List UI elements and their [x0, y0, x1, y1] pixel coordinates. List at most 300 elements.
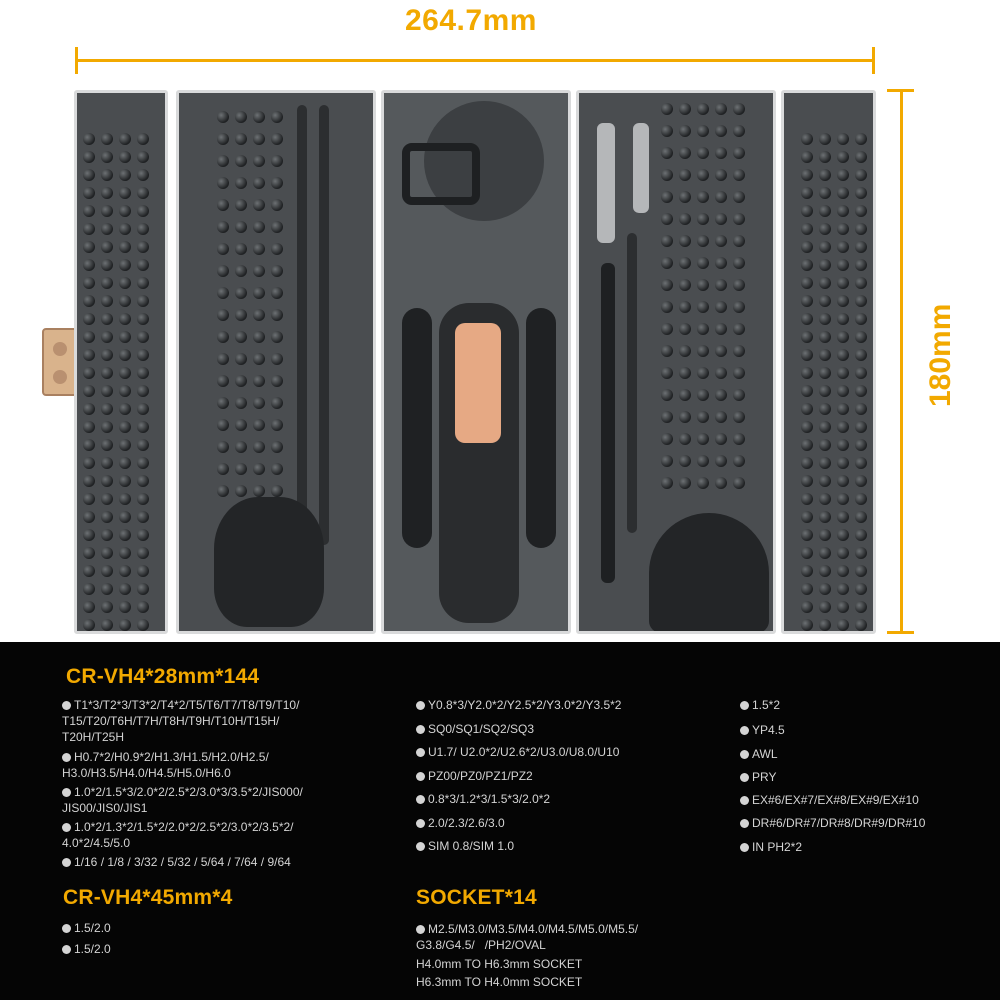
extension-rod — [297, 105, 307, 525]
bit-icon — [217, 331, 229, 343]
bit-icon — [733, 301, 745, 313]
bit-icon — [801, 277, 813, 289]
bit-icon — [733, 125, 745, 137]
y-point-icon — [740, 726, 749, 735]
bit-icon — [819, 403, 831, 415]
bit-icon — [101, 259, 113, 271]
bit-icon — [801, 331, 813, 343]
bit-icon — [855, 601, 867, 613]
bit-icon — [101, 547, 113, 559]
bit-icon — [855, 565, 867, 577]
bit-icon — [235, 155, 247, 167]
bit-icon — [801, 565, 813, 577]
bit-icon — [819, 511, 831, 523]
bit-icon — [715, 477, 727, 489]
bit-icon — [819, 619, 831, 631]
bit-icon — [119, 259, 131, 271]
bit-icon — [855, 133, 867, 145]
bit-icon — [733, 433, 745, 445]
bit-icon — [679, 279, 691, 291]
bit-icon — [733, 411, 745, 423]
spec-text: 1.5/2.0 — [74, 942, 111, 956]
bit-icon — [83, 475, 95, 487]
bit-icon — [235, 199, 247, 211]
bit-icon — [101, 367, 113, 379]
bit-icon — [801, 457, 813, 469]
bit-icon — [819, 133, 831, 145]
suction-cup-frame — [402, 143, 480, 205]
bit-icon — [801, 241, 813, 253]
bit-icon — [855, 223, 867, 235]
bit-icon — [271, 309, 283, 321]
bit-icon — [271, 375, 283, 387]
long-bits-title: CR-VH4*45mm*4 — [63, 886, 233, 909]
bit-icon — [819, 349, 831, 361]
square-icon — [416, 725, 425, 734]
bit-icon — [119, 367, 131, 379]
bit-grid — [801, 133, 867, 634]
bit-icon — [661, 367, 673, 379]
spec-text: 1.0*2/1.5*3/2.0*2/2.5*2/3.0*3/3.5*2/JIS000/ JIS00/JIS0/JIS1 — [62, 785, 303, 815]
bit-icon — [819, 295, 831, 307]
bit-icon — [855, 439, 867, 451]
bit-icon — [733, 213, 745, 225]
bit-icon — [235, 353, 247, 365]
bit-icon — [697, 169, 709, 181]
bit-icon — [119, 439, 131, 451]
bit-icon — [837, 259, 849, 271]
bit-icon — [855, 277, 867, 289]
bit-icon — [271, 155, 283, 167]
bit-icon — [217, 463, 229, 475]
bit-icon — [271, 133, 283, 145]
spec-text: PRY — [752, 770, 777, 784]
bit-icon — [271, 265, 283, 277]
bit-icon — [801, 223, 813, 235]
bit-icon — [119, 565, 131, 577]
bit-icon — [837, 565, 849, 577]
bit-icon — [271, 221, 283, 233]
bit-icon — [137, 241, 149, 253]
bit-icon — [679, 477, 691, 489]
bit-icon — [801, 511, 813, 523]
bit-icon — [855, 457, 867, 469]
bit-icon — [855, 205, 867, 217]
bit-icon — [679, 367, 691, 379]
spec-list — [0, 642, 1000, 1000]
bit-icon — [819, 565, 831, 577]
bit-icon — [837, 421, 849, 433]
bit-icon — [855, 259, 867, 271]
bit-icon — [819, 169, 831, 181]
bit-icon — [101, 619, 113, 631]
bit-icon — [855, 313, 867, 325]
bit-icon — [819, 457, 831, 469]
bit-icon — [855, 493, 867, 505]
bit-icon — [733, 389, 745, 401]
bit-icon — [101, 385, 113, 397]
spec-text: SIM 0.8/SIM 1.0 — [428, 839, 515, 853]
bit-icon — [801, 547, 813, 559]
spec-item — [62, 941, 111, 957]
bit-icon — [837, 277, 849, 289]
bit-icon — [217, 199, 229, 211]
bit-icon — [271, 485, 283, 497]
bit-icon — [253, 353, 265, 365]
socket-title: SOCKET*14 — [416, 886, 537, 909]
bit-icon — [855, 547, 867, 559]
bit-icon — [137, 349, 149, 361]
bit-icon — [83, 169, 95, 181]
spec-item — [62, 697, 299, 745]
bit-icon — [837, 169, 849, 181]
bit-icon — [819, 421, 831, 433]
bit-icon — [235, 419, 247, 431]
bit-icon — [137, 403, 149, 415]
bit-icon — [235, 287, 247, 299]
spec-item — [62, 784, 303, 816]
bit-icon — [697, 125, 709, 137]
bit-panel-left — [74, 90, 168, 634]
bit-icon — [697, 213, 709, 225]
bit-icon — [101, 205, 113, 217]
bit-icon — [661, 279, 673, 291]
bit-icon — [253, 287, 265, 299]
bit-icon — [119, 529, 131, 541]
bit-icon — [801, 367, 813, 379]
bit-icon — [101, 169, 113, 181]
bit-icon — [235, 111, 247, 123]
bit-icon — [101, 151, 113, 163]
bit-icon — [679, 169, 691, 181]
bit-icon — [119, 133, 131, 145]
bit-icon — [101, 277, 113, 289]
bit-icon — [733, 323, 745, 335]
bit-icon — [137, 295, 149, 307]
bit-icon — [253, 463, 265, 475]
bit-icon — [819, 259, 831, 271]
spec-text: DR#6/DR#7/DR#8/DR#9/DR#10 — [752, 816, 926, 830]
bit-icon — [837, 619, 849, 631]
bit-icon — [101, 421, 113, 433]
bit-icon — [253, 397, 265, 409]
bit-icon — [119, 331, 131, 343]
bit-icon — [679, 191, 691, 203]
bit-icon — [679, 103, 691, 115]
bit-icon — [217, 243, 229, 255]
bit-icon — [271, 199, 283, 211]
bit-icon — [119, 619, 131, 631]
bit-icon — [235, 221, 247, 233]
bit-icon — [271, 287, 283, 299]
bit-panel-center-left — [176, 90, 376, 634]
bit-icon — [679, 455, 691, 467]
bit-icon — [715, 213, 727, 225]
torx-icon — [62, 701, 71, 710]
bit-icon — [837, 583, 849, 595]
bit-icon — [819, 475, 831, 487]
bit-icon — [253, 375, 265, 387]
bit-icon — [119, 187, 131, 199]
bit-icon — [733, 367, 745, 379]
spec-text: 1.5/2.0 — [74, 921, 111, 935]
bit-icon — [137, 457, 149, 469]
bit-icon — [697, 411, 709, 423]
bit-icon — [661, 213, 673, 225]
bit-icon — [837, 547, 849, 559]
spec-text: YP4.5 — [752, 723, 785, 737]
bit-icon — [119, 349, 131, 361]
bit-icon — [137, 511, 149, 523]
bit-icon — [855, 619, 867, 631]
bit-icon — [217, 177, 229, 189]
bit-icon — [715, 455, 727, 467]
height-dimension-tick-bottom — [887, 631, 914, 634]
bit-icon — [855, 151, 867, 163]
driver-wing-right — [526, 308, 556, 548]
bit-icon — [83, 349, 95, 361]
bit-icon — [253, 485, 265, 497]
bit-icon — [661, 345, 673, 357]
bit-icon — [119, 205, 131, 217]
spec-item — [62, 920, 111, 936]
bit-icon — [679, 213, 691, 225]
bit-icon — [661, 257, 673, 269]
bit-icon — [801, 475, 813, 487]
bit-icon — [801, 205, 813, 217]
bit-icon — [119, 421, 131, 433]
bit-icon — [101, 475, 113, 487]
spec-text: AWL — [752, 747, 778, 761]
bit-icon — [101, 295, 113, 307]
bit-icon — [733, 345, 745, 357]
bit-icon — [715, 433, 727, 445]
bit-icon — [119, 457, 131, 469]
bit-icon — [253, 309, 265, 321]
dr-icon — [740, 819, 749, 828]
bit-icon — [679, 257, 691, 269]
height-dimension-line — [900, 90, 903, 633]
bit-icon — [819, 493, 831, 505]
bit-icon — [217, 133, 229, 145]
bit-icon — [119, 403, 131, 415]
bit-icon — [679, 301, 691, 313]
spec-item — [740, 722, 785, 738]
bit-icon — [697, 367, 709, 379]
bit-icon — [837, 313, 849, 325]
bit-icon — [837, 151, 849, 163]
bit-icon — [837, 205, 849, 217]
bit-icon — [819, 241, 831, 253]
u-type-icon — [416, 748, 425, 757]
bit-icon — [137, 169, 149, 181]
bit-icon — [819, 313, 831, 325]
bit-icon — [715, 323, 727, 335]
bit-icon — [679, 433, 691, 445]
bit-icon — [837, 331, 849, 343]
bit-icon — [801, 529, 813, 541]
slotted-icon — [62, 823, 71, 832]
bit-icon — [661, 411, 673, 423]
bit-icon — [801, 349, 813, 361]
bit-icon — [83, 583, 95, 595]
bit-icon — [119, 583, 131, 595]
bit-icon — [235, 463, 247, 475]
bit-icon — [733, 103, 745, 115]
spec-text: 1.0*2/1.3*2/1.5*2/2.0*2/2.5*2/3.0*2/3.5*2/ 4.0*2/4.5/5.0 — [62, 820, 294, 850]
bit-icon — [253, 243, 265, 255]
bit-icon — [235, 243, 247, 255]
bit-icon — [137, 277, 149, 289]
bit-icon — [83, 241, 95, 253]
bit-icon — [819, 205, 831, 217]
bit-icon — [837, 439, 849, 451]
bit-icon — [101, 439, 113, 451]
bit-icon — [83, 223, 95, 235]
bit-icon — [697, 323, 709, 335]
bit-icon — [83, 331, 95, 343]
spec-text: PZ00/PZ0/PZ1/PZ2 — [428, 769, 533, 783]
bit-icon — [837, 241, 849, 253]
bit-icon — [837, 457, 849, 469]
height-dimension-label: 180mm — [924, 303, 957, 407]
bit-icon — [715, 279, 727, 291]
bit-icon — [855, 331, 867, 343]
spec-item — [740, 815, 925, 831]
bit-icon — [697, 389, 709, 401]
bit-icon — [235, 265, 247, 277]
bit-icon — [715, 147, 727, 159]
bit-icon — [119, 223, 131, 235]
bit-icon — [217, 265, 229, 277]
bit-icon — [253, 419, 265, 431]
bit-icon — [101, 493, 113, 505]
ex-icon — [740, 796, 749, 805]
bit-icon — [271, 331, 283, 343]
bit-icon — [83, 529, 95, 541]
extension-rod — [319, 105, 329, 545]
bit-icon — [661, 103, 673, 115]
spec-text: 2.0/2.3/2.6/3.0 — [428, 816, 505, 830]
bit-icon — [83, 259, 95, 271]
bit-icon — [83, 151, 95, 163]
bit-icon — [733, 147, 745, 159]
bit-icon — [271, 441, 283, 453]
bit-icon — [137, 601, 149, 613]
bit-icon — [119, 151, 131, 163]
bit-icon — [137, 421, 149, 433]
bit-icon — [119, 277, 131, 289]
bit-icon — [819, 277, 831, 289]
bit-icon — [715, 389, 727, 401]
bit-icon — [253, 199, 265, 211]
bit-icon — [837, 367, 849, 379]
bit-icon — [801, 295, 813, 307]
bit-icon — [733, 455, 745, 467]
bit-icon — [101, 241, 113, 253]
bit-icon — [217, 397, 229, 409]
bit-icon — [661, 191, 673, 203]
spec-item — [416, 697, 621, 713]
bit-icon — [271, 397, 283, 409]
bit-icon — [679, 389, 691, 401]
bit-icon — [83, 133, 95, 145]
spec-text: T1*3/T2*3/T3*2/T4*2/T5/T6/T7/T8/T9/T10/ T15/T20/T6H/T7H/T8H/T9H/T10H/T15H/ T20H/T25H — [62, 698, 300, 744]
spec-item — [740, 839, 802, 855]
socket-icon — [416, 925, 425, 934]
bit-icon — [819, 331, 831, 343]
spec-item — [62, 819, 294, 851]
bit-icon — [837, 223, 849, 235]
bit-icon — [733, 257, 745, 269]
bit-icon — [83, 277, 95, 289]
bit-icon — [253, 133, 265, 145]
spec-text: H0.7*2/H0.9*2/H1.3/H1.5/H2.0/H2.5/ H3.0/H3.5/H4.0/H4.5/H5.0/H6.0 — [62, 750, 269, 780]
bit-icon — [137, 367, 149, 379]
bit-icon — [661, 389, 673, 401]
spec-item — [416, 921, 638, 953]
bit-icon — [801, 439, 813, 451]
main-bits-title: CR-VH4*28mm*144 — [66, 665, 260, 688]
bit-icon — [83, 493, 95, 505]
socket-note: H4.0mm TO H6.3mm SOCKET — [416, 957, 583, 971]
bit-icon — [83, 511, 95, 523]
bit-icon — [819, 439, 831, 451]
bit-icon — [837, 493, 849, 505]
bit-icon — [697, 103, 709, 115]
spec-text: M2.5/M3.0/M3.5/M4.0/M4.5/M5.0/M5.5/ G3.8/G4.5/ /PH2/OVAL — [416, 922, 639, 952]
bit-icon — [661, 147, 673, 159]
bit-icon — [819, 529, 831, 541]
width-dimension-tick-right — [872, 47, 875, 74]
bit-icon — [137, 565, 149, 577]
bit-icon — [83, 565, 95, 577]
height-dimension-tick-top — [887, 89, 914, 92]
pozidriv-icon — [416, 772, 425, 781]
bit-icon — [661, 301, 673, 313]
latch — [42, 328, 78, 396]
bit-icon — [119, 169, 131, 181]
bit-icon — [137, 547, 149, 559]
spec-item — [416, 744, 619, 760]
spec-item — [62, 854, 291, 870]
bit-icon — [253, 177, 265, 189]
bit-icon — [101, 313, 113, 325]
bit-icon — [801, 403, 813, 415]
spec-text: IN PH2*2 — [752, 840, 803, 854]
bit-icon — [83, 187, 95, 199]
triangle-icon — [416, 819, 425, 828]
bit-icon — [119, 601, 131, 613]
bit-icon — [819, 151, 831, 163]
bit-icon — [235, 485, 247, 497]
bit-icon — [855, 241, 867, 253]
bit-icon — [697, 279, 709, 291]
bit-icon — [137, 529, 149, 541]
bit-icon — [855, 295, 867, 307]
bit-icon — [801, 493, 813, 505]
bit-icon — [697, 147, 709, 159]
bit-icon — [217, 155, 229, 167]
bit-icon — [697, 235, 709, 247]
bit-icon — [801, 385, 813, 397]
bit-icon — [83, 457, 95, 469]
bit-icon — [801, 601, 813, 613]
spec-text: Y0.8*3/Y2.0*2/Y2.5*2/Y3.0*2/Y3.5*2 — [428, 698, 622, 712]
bit-icon — [101, 331, 113, 343]
bit-icon — [101, 529, 113, 541]
bit-icon — [101, 511, 113, 523]
